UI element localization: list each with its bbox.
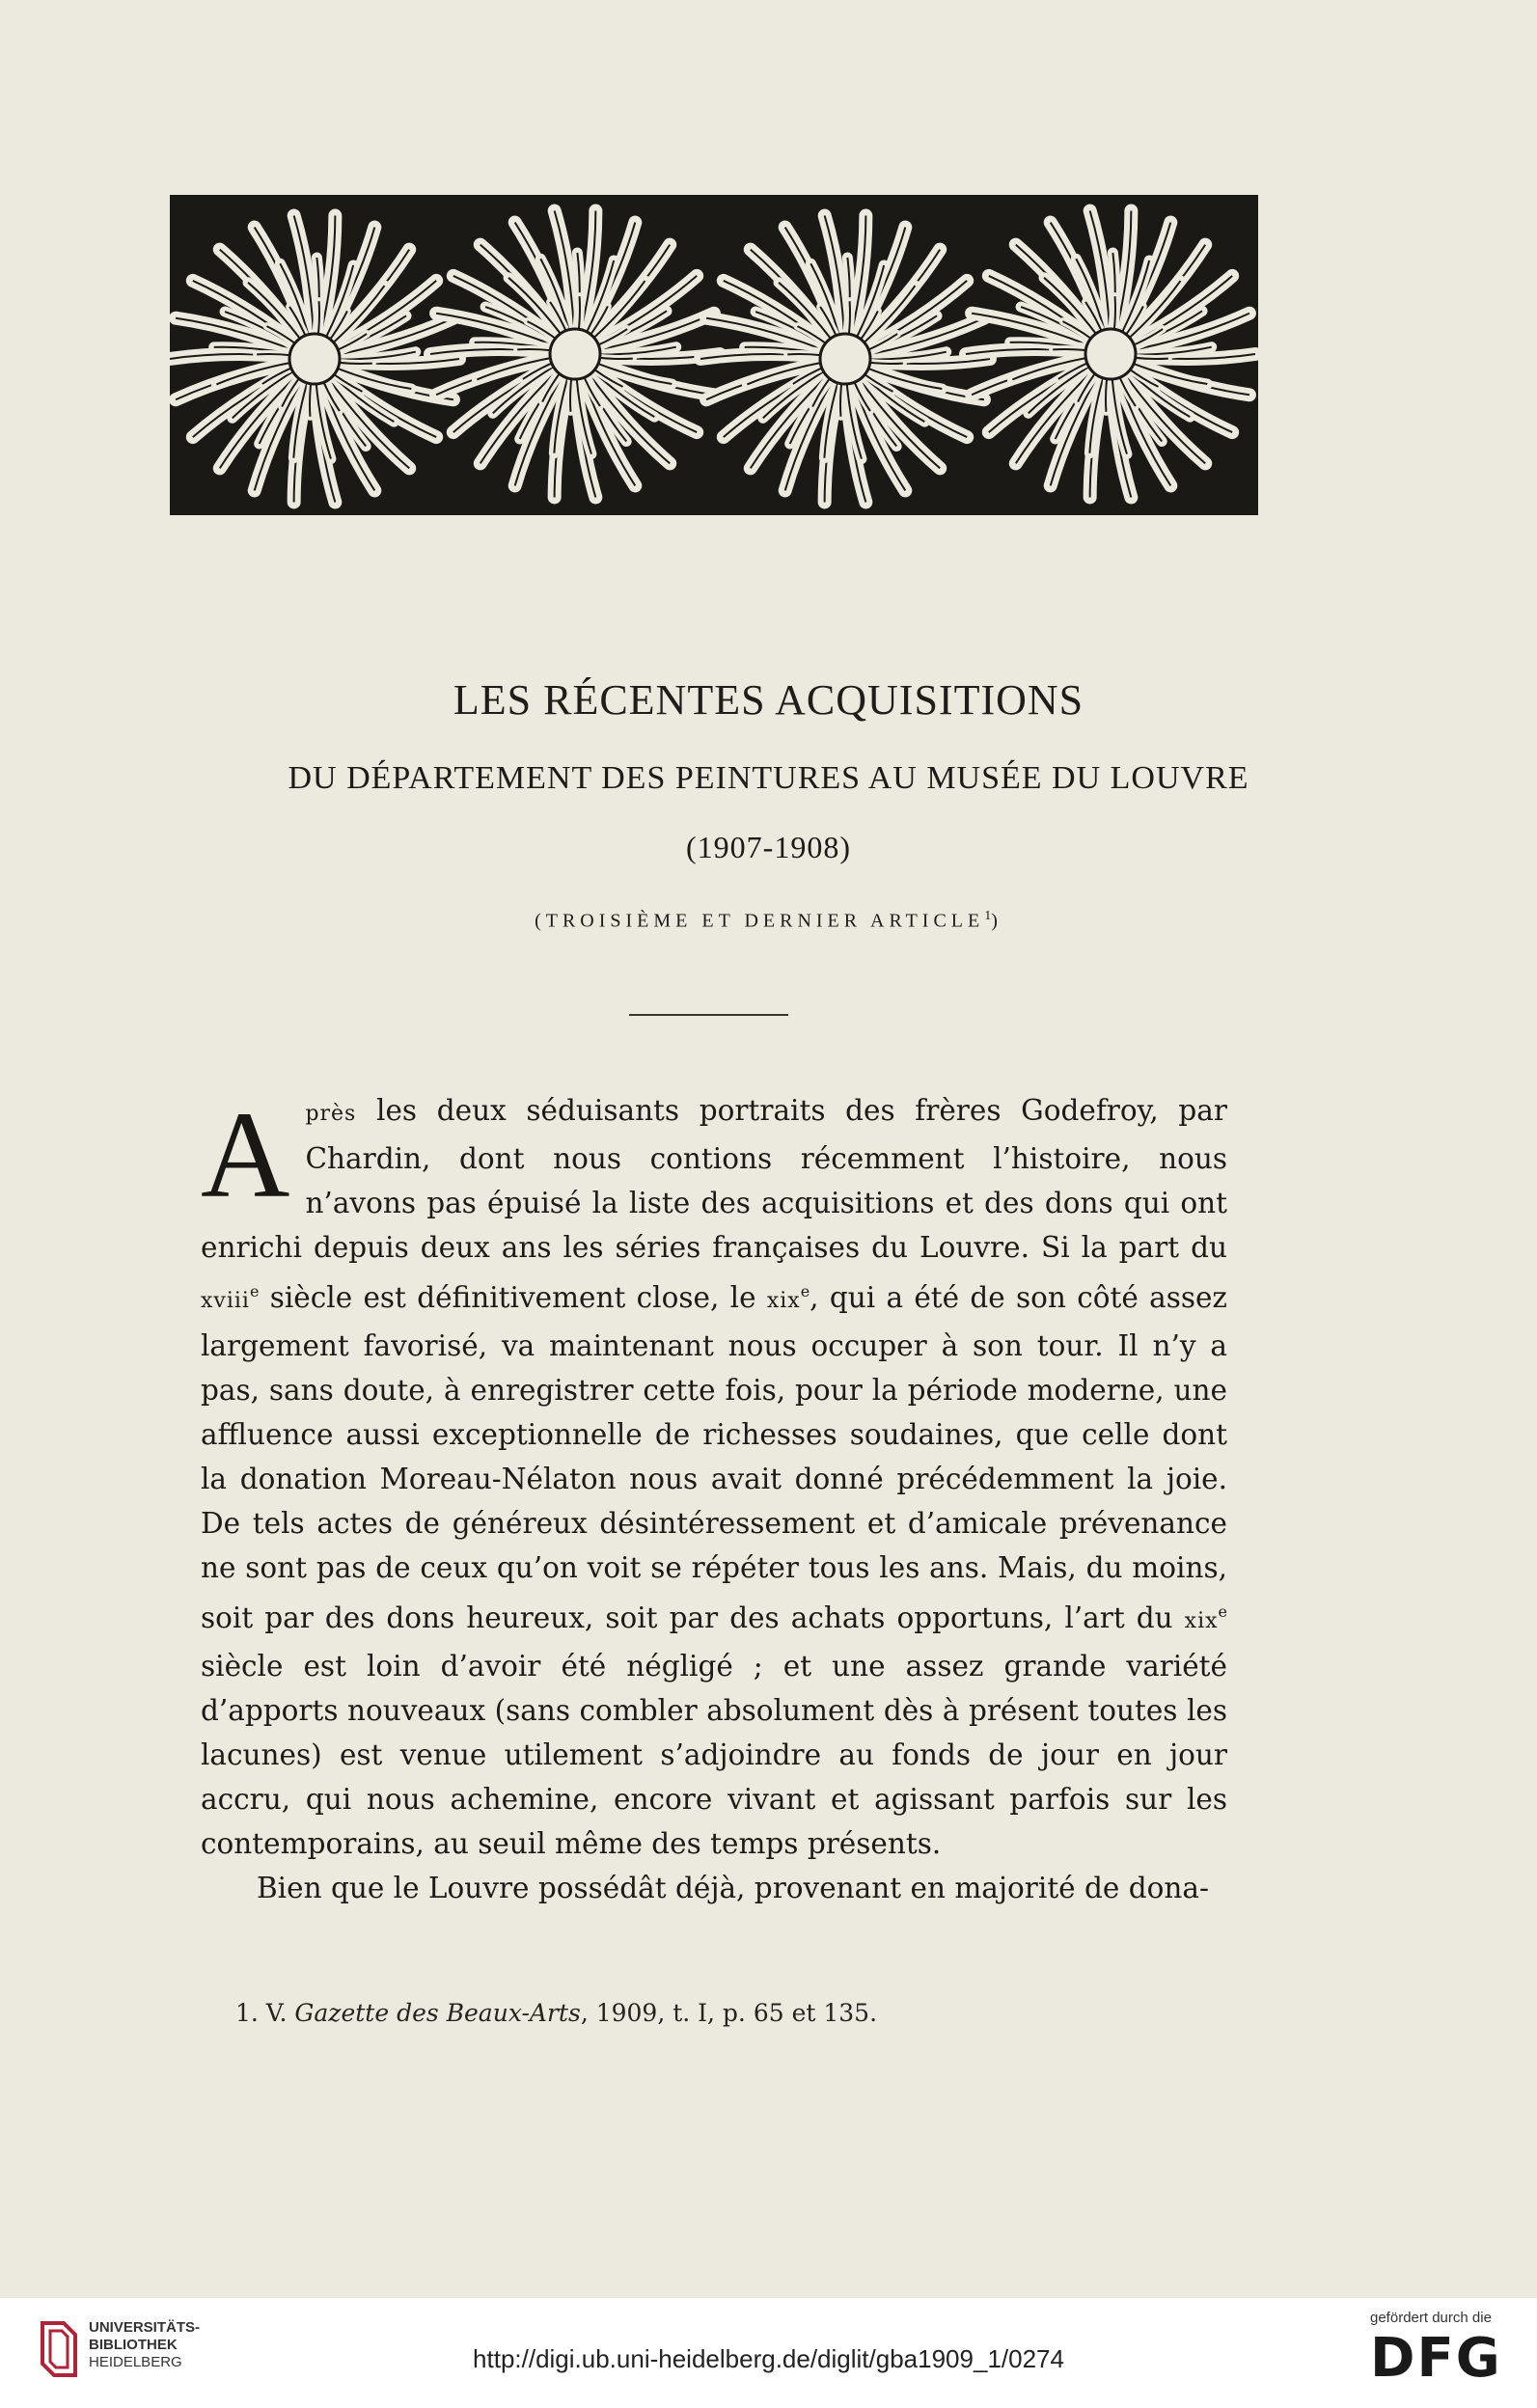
title-divider bbox=[629, 1014, 788, 1016]
paragraph-1: Après les deux séduisants portraits des frères Godefroy, par Chardin, dont nous contions récemment l’histoire, nous n’avons pas épuisé la liste des acquisitions et des dons qui ont enrichi depuis deux ans les séries françaises du Louvre. Si la part du xviii$^e$ siècle est définitivement close, le xix$^e$, qui a été de son côté assez largement favorisé, va maintenant nous occuper à son tour. Il n’y a pas, sans doute, à enregistrer cette fois, pour la période moderne, une affluence aussi exceptionnelle de richesses soudaines, que celle dont la donation Moreau-Nélaton nous avait donné précédemment la joie. De tels actes de généreux désintéressement et d’amicale prévenance ne sont pas de ceux qu’on voit se répéter tous les ans. Mais, du moins, soit par des dons heureux, soit par des achats opportuns, l’art du xix$^e$ siècle est loin d’avoir été négligé ; et une assez grande variété d’apports nouveaux (sans combler absolument dès à présent toutes les lacunes) est venue utilement s’adjoindre au fonds de jour en jour accru, qui nous achemine, encore vivant et agissant parfois sur les contemporains, au seuil même des temps présents. bbox=[201, 1086, 1227, 1860]
library-name: UNIVERSITÄTS- BIBLIOTHEK HEIDELBERG bbox=[89, 2319, 201, 2370]
flower-center bbox=[820, 334, 870, 384]
flower-center bbox=[1085, 329, 1136, 379]
article-part: (TROISIÈME ET DERNIER ARTICLE$^1$) bbox=[535, 909, 1002, 932]
article-title: LES RÉCENTES ACQUISITIONS bbox=[453, 676, 1084, 724]
flower-center bbox=[550, 329, 600, 379]
source-url[interactable]: http://digi.ub.uni-heidelberg.de/diglit/gba1909_1/0274 bbox=[473, 2344, 1064, 2373]
paragraph-2: Bien que le Louvre possédât déjà, provenant en majorité de dona- bbox=[257, 1871, 1209, 1904]
article-body bbox=[201, 1088, 1227, 1910]
drop-cap: A bbox=[201, 1086, 290, 1223]
article-subtitle: DU DÉPARTEMENT DES PEINTURES AU MUSÉE DU LOUVRE bbox=[288, 760, 1249, 796]
dfg-logo: DFG bbox=[1370, 2327, 1502, 2390]
flower-ornament-band bbox=[170, 195, 1258, 515]
flower-center bbox=[289, 334, 340, 384]
footnote: 1. V. Gazette des Beaux-Arts, 1909, t. I, p. 65 et 135. bbox=[235, 1999, 878, 2027]
dfg-caption: gefördert durch die bbox=[1370, 2310, 1492, 2326]
article-years: (1907-1908) bbox=[686, 830, 851, 864]
